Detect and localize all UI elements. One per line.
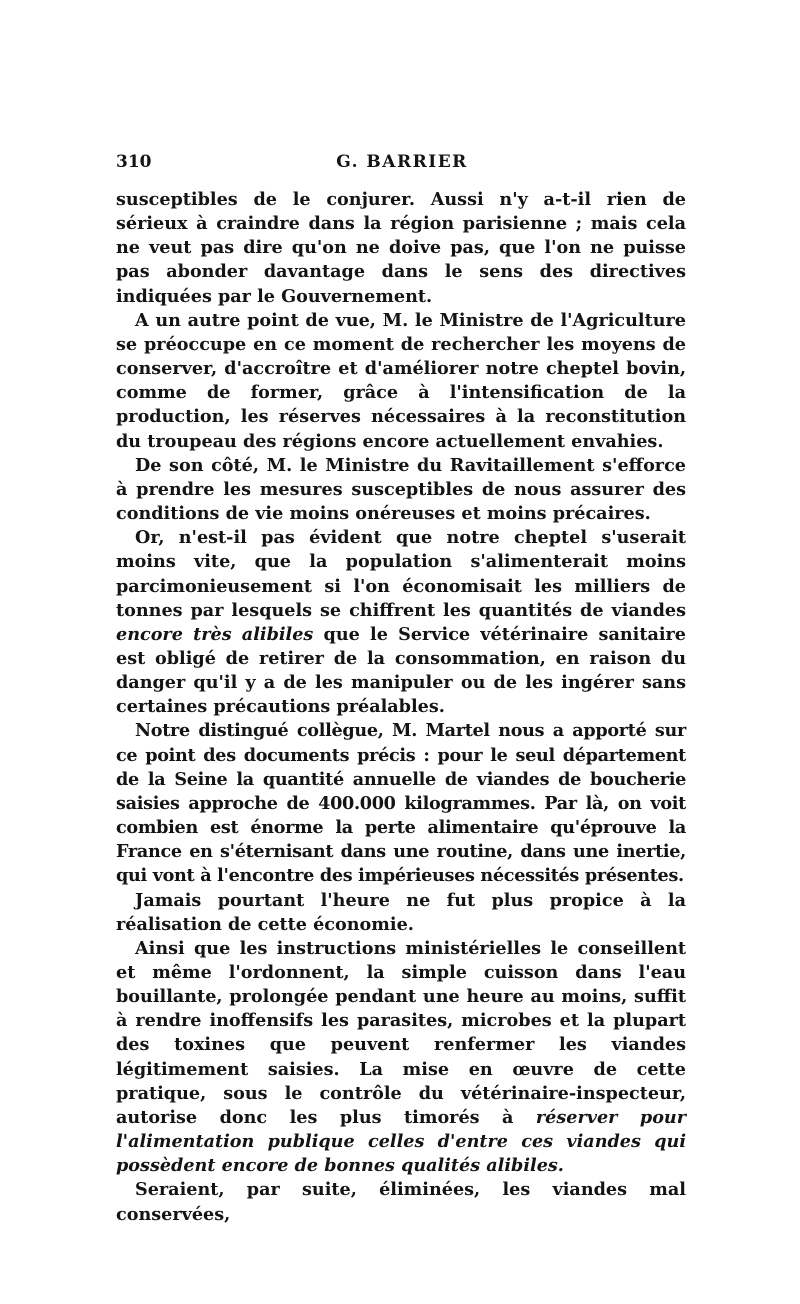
paragraph-5: [116, 719, 686, 888]
body-text: [116, 188, 686, 1227]
paragraph-3: [116, 454, 686, 526]
page-number: 310: [116, 152, 152, 172]
paragraph-8-text: Seraient, par suite, éliminées, les viandes mal conservées,: [116, 1179, 686, 1225]
paragraph-4-text-end: que le Service vétérinaire sanitaire est obligé de retirer de la consommation, en raison du danger qu'il y a de les manipuler ou de les ingérer sans certaines précautions préalables.: [116, 623, 686, 718]
paragraph-7-text-start: Ainsi que les instructions ministérielles le conseillent et même l'ordonnent, la simple cuisson dans l'eau bouillante, prolongée pendant une heure au moins, suffit à rendre inoffensifs les parasites, microbes et la plupart des toxines que peuvent renfermer les viandes légitimement saisies. La mise en œuvre de cette pratique, sous le contrôle du vétérinaire-inspecteur, autorise donc les plus timorés à: [116, 937, 686, 1128]
paragraph-4: [116, 526, 686, 719]
paragraph-4-text-start: Or, n'est-il pas évident que notre cheptel s'userait moins vite, que la population s'alimenterait moins parcimonieusement si l'on économisait les milliers de tonnes par lesquels se chiffrent les quantités de viandes: [116, 527, 686, 621]
page-header: [116, 152, 688, 178]
paragraph-6: [116, 889, 686, 937]
paragraph-4-italic: encore très alibiles: [116, 623, 314, 645]
paragraph-1-text: susceptibles de le conjurer. Aussi n'y a-t-il rien de sérieux à craindre dans la région parisienne ; mais cela ne veut pas dire qu'on ne doive pas, que l'on ne puisse pas abonder davantage dans le sens des directives indiquées par le Gouvernement.: [116, 189, 686, 307]
paragraph-2-text: A un autre point de vue, M. le Ministre de l'Agriculture se préoccupe en ce moment de rechercher les moyens de conserver, d'accroître et d'améliorer notre cheptel bovin, comme de former, grâce à l'intensification de la production, les réserves nécessaires à la reconstitution du troupeau des régions encore actuellement envahies.: [116, 309, 686, 452]
paragraph-5-text: Notre distingué collègue, M. Martel nous a apporté sur ce point des documents précis : pour le seul département de la Seine la quantité annuelle de viandes de boucherie saisies approche de 400.000 kilogrammes. Par là, on voit combien est énorme la perte alimentaire qu'éprouve la France en s'éternisant dans une routine, dans une inertie, qui vont à l'encontre des impérieuses nécessités présentes.: [116, 720, 686, 887]
paragraph-8: [116, 1178, 686, 1226]
paragraph-2: [116, 309, 686, 454]
paragraph-7: [116, 937, 686, 1179]
paragraph-7-italic: réserver pour l'alimentation publique celles d'entre ces viandes qui possèdent encore de bonnes qualités alibiles.: [116, 1106, 686, 1177]
paragraph-1: [116, 188, 686, 309]
running-head: G. BARRIER: [336, 152, 468, 172]
paragraph-3-text: De son côté, M. le Ministre du Ravitaillement s'efforce à prendre les mesures susceptibles de nous assurer des conditions de vie moins onéreuses et moins précaires.: [116, 454, 686, 525]
paragraph-6-text: Jamais pourtant l'heure ne fut plus propice à la réalisation de cette économie.: [116, 889, 686, 935]
